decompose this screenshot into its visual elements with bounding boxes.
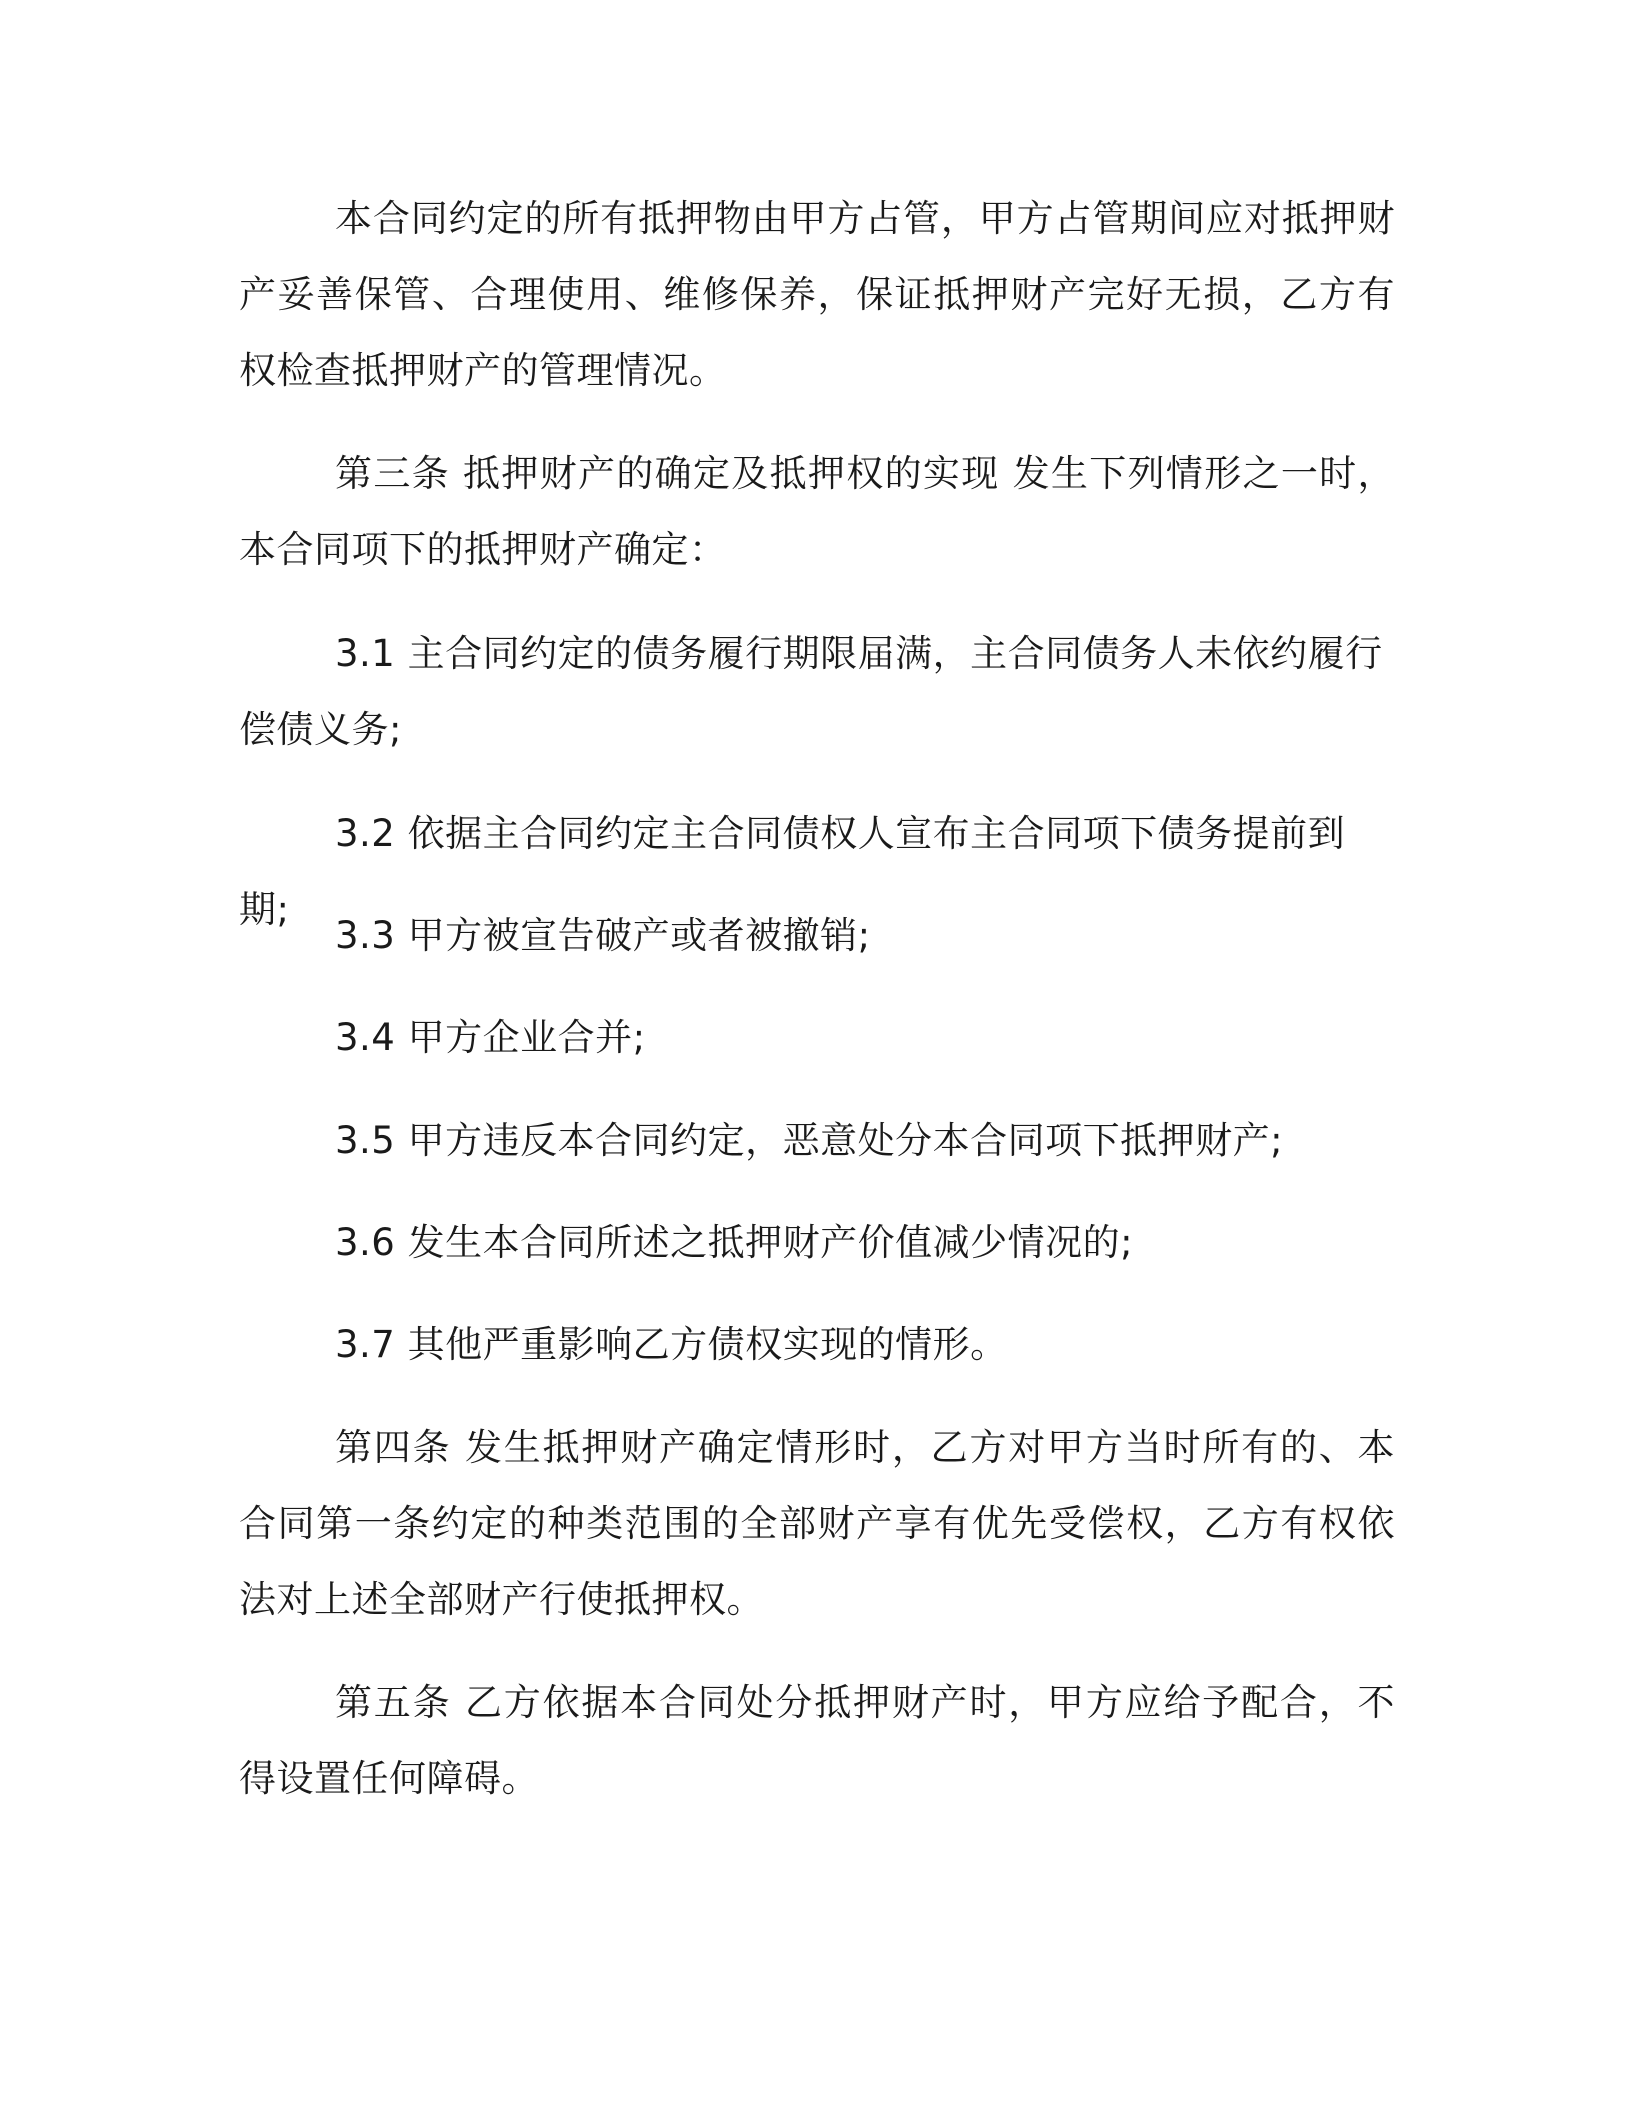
paragraph-article-4: 第四条 发生抵押财产确定情形时，乙方对甲方当时所有的、本合同第一条约定的种类范围的全部财产享有优先受偿权，乙方有权依法对上述全部财产行使抵押权。 bbox=[239, 1426, 1395, 1621]
clause-3-4: 3.4 甲方企业合并; bbox=[335, 1016, 646, 1059]
paragraph-article-3-heading: 第三条 抵押财产的确定及抵押权的实现 发生下列情形之一时，本合同项下的抵押财产确定： bbox=[239, 452, 1395, 571]
clause-3-7: 3.7 其他严重影响乙方债权实现的情形。 bbox=[335, 1323, 1008, 1366]
clause-3-5: 3.5 甲方违反本合同约定，恶意处分本合同项下抵押财产; bbox=[335, 1119, 1284, 1162]
clause-3-1: 3.1 主合同约定的债务履行期限届满，主合同债务人未依约履行偿债义务; bbox=[239, 632, 1383, 751]
paragraph-custody-of-mortgaged-property: 本合同约定的所有抵押物由甲方占管，甲方占管期间应对抵押财产妥善保管、合理使用、维修保养，保证抵押财产完好无损，乙方有权检查抵押财产的管理情况。 bbox=[239, 197, 1395, 392]
clause-3-6: 3.6 发生本合同所述之抵押财产价值减少情况的; bbox=[335, 1221, 1134, 1264]
clause-3-2: 3.2 依据主合同约定主合同债权人宣布主合同项下债务提前到期; bbox=[239, 812, 1346, 931]
paragraph-article-5: 第五条 乙方依据本合同处分抵押财产时，甲方应给予配合，不得设置任何障碍。 bbox=[239, 1681, 1395, 1800]
clause-3-3: 3.3 甲方被宣告破产或者被撤销; bbox=[335, 914, 871, 957]
